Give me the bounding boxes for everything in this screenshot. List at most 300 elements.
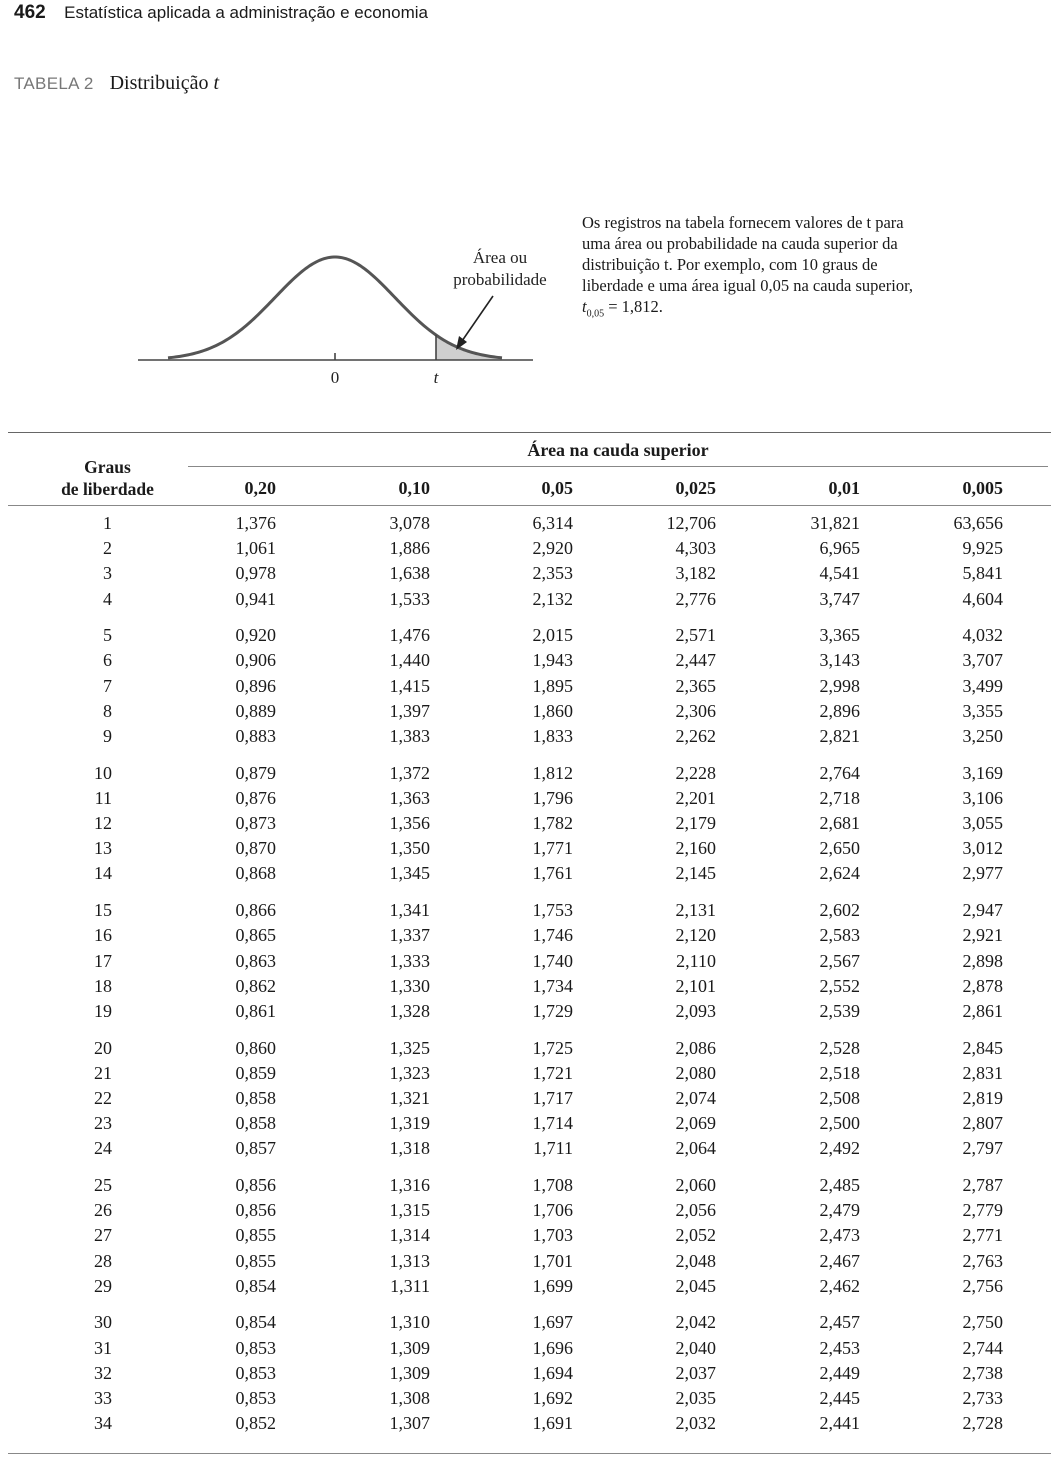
df-cell: 20 xyxy=(94,1037,112,1058)
column-header: 0,20 xyxy=(244,478,276,498)
value-cell: 2,365 xyxy=(675,675,716,696)
value-cell: 0,889 xyxy=(235,700,276,721)
value-cell: 1,440 xyxy=(389,650,430,671)
value-cell: 2,492 xyxy=(819,1138,860,1159)
value-cell: 1,692 xyxy=(532,1388,573,1408)
df-cell: 26 xyxy=(94,1200,112,1221)
t-symbol: t xyxy=(582,297,587,316)
table-row xyxy=(0,1388,1055,1413)
value-cell: 0,868 xyxy=(235,863,276,884)
value-cell: 2,779 xyxy=(962,1200,1003,1221)
value-cell: 3,143 xyxy=(819,650,860,671)
value-cell: 3,182 xyxy=(675,563,716,584)
value-cell: 1,313 xyxy=(389,1250,430,1271)
value-cell: 1,356 xyxy=(389,813,430,834)
value-cell: 0,863 xyxy=(235,950,276,971)
value-cell: 1,316 xyxy=(389,1175,430,1195)
value-cell: 1,734 xyxy=(532,975,573,996)
df-header xyxy=(20,456,195,500)
value-cell: 4,303 xyxy=(675,538,716,559)
df-cell: 17 xyxy=(94,950,112,971)
table-row xyxy=(0,650,1055,675)
column-header: 0,01 xyxy=(828,478,860,498)
value-cell: 0,873 xyxy=(235,813,276,834)
df-header-line1: Graus xyxy=(84,457,131,477)
value-cell: 2,807 xyxy=(962,1113,1003,1134)
value-cell: 4,604 xyxy=(962,588,1003,609)
value-cell: 1,310 xyxy=(389,1312,430,1333)
value-cell: 2,145 xyxy=(675,863,716,884)
value-cell: 0,857 xyxy=(235,1138,276,1159)
value-cell: 2,449 xyxy=(819,1362,860,1383)
value-cell: 0,870 xyxy=(235,838,276,859)
value-cell: 1,341 xyxy=(389,900,430,921)
value-cell: 1,328 xyxy=(389,1000,430,1021)
value-cell: 2,681 xyxy=(819,813,860,834)
value-cell: 0,854 xyxy=(235,1275,276,1296)
table-row xyxy=(0,763,1055,788)
df-cell: 25 xyxy=(94,1175,112,1195)
table-row xyxy=(0,676,1055,701)
value-cell: 2,763 xyxy=(962,1250,1003,1271)
value-cell: 2,898 xyxy=(962,950,1003,971)
df-cell: 28 xyxy=(94,1250,112,1271)
value-cell: 2,756 xyxy=(962,1275,1003,1296)
table-row xyxy=(0,1312,1055,1337)
table-row xyxy=(0,900,1055,925)
table-row xyxy=(0,538,1055,563)
value-cell: 0,853 xyxy=(235,1337,276,1358)
value-cell: 0,941 xyxy=(235,588,276,609)
value-cell: 2,718 xyxy=(819,787,860,808)
df-cell: 24 xyxy=(94,1138,112,1159)
value-cell: 0,879 xyxy=(235,762,276,783)
area-header: Área na cauda superior xyxy=(527,440,709,460)
table-row xyxy=(0,726,1055,751)
value-cell: 3,055 xyxy=(962,813,1003,834)
value-cell: 0,853 xyxy=(235,1388,276,1408)
value-cell: 1,729 xyxy=(532,1000,573,1021)
value-cell: 1,746 xyxy=(532,925,573,946)
value-cell: 2,060 xyxy=(675,1175,716,1195)
value-cell: 1,321 xyxy=(389,1087,430,1108)
value-cell: 2,528 xyxy=(819,1037,860,1058)
value-cell: 2,353 xyxy=(532,563,573,584)
column-header: 0,05 xyxy=(541,478,573,498)
value-cell: 0,860 xyxy=(235,1037,276,1058)
column-header: 0,025 xyxy=(675,478,716,498)
value-cell: 1,383 xyxy=(389,726,430,746)
value-cell: 0,862 xyxy=(235,975,276,996)
value-cell: 2,093 xyxy=(675,1000,716,1021)
value-cell: 1,711 xyxy=(533,1138,573,1159)
table-row xyxy=(0,951,1055,976)
df-cell: 18 xyxy=(94,975,112,996)
table-label: TABELA 2 xyxy=(14,74,94,93)
table-row xyxy=(0,1251,1055,1276)
df-cell: 12 xyxy=(94,813,112,834)
df-cell: 34 xyxy=(94,1413,112,1434)
value-cell: 0,853 xyxy=(235,1362,276,1383)
value-cell: 3,012 xyxy=(962,838,1003,859)
value-cell: 0,906 xyxy=(235,650,276,671)
pointer-arrow xyxy=(462,296,493,341)
value-cell: 2,069 xyxy=(675,1113,716,1134)
table-row xyxy=(0,925,1055,950)
t-subscript: 0,05 xyxy=(586,308,605,320)
value-cell: 2,045 xyxy=(675,1275,716,1296)
value-cell: 0,856 xyxy=(235,1200,276,1221)
df-cell: 1 xyxy=(103,513,112,533)
value-cell: 2,947 xyxy=(962,900,1003,921)
value-cell: 2,733 xyxy=(962,1388,1003,1408)
axis-zero-label: 0 xyxy=(330,368,340,387)
value-cell: 2,539 xyxy=(819,1000,860,1021)
value-cell: 2,447 xyxy=(675,650,716,671)
value-cell: 2,921 xyxy=(962,925,1003,946)
value-cell: 2,074 xyxy=(675,1087,716,1108)
t-distribution-figure xyxy=(0,120,600,400)
running-head xyxy=(14,2,428,24)
value-cell: 2,920 xyxy=(532,538,573,559)
df-cell: 9 xyxy=(103,726,112,746)
value-cell: 2,015 xyxy=(532,625,573,646)
table-row xyxy=(0,976,1055,1001)
value-cell: 1,350 xyxy=(389,838,430,859)
value-cell: 2,080 xyxy=(675,1062,716,1083)
table-explanation xyxy=(582,212,922,324)
table-top-rule xyxy=(8,432,1051,433)
value-cell: 1,833 xyxy=(532,726,573,746)
value-cell: 2,764 xyxy=(819,762,860,783)
area-header-rule xyxy=(188,466,1048,467)
value-cell: 2,064 xyxy=(675,1138,716,1159)
value-cell: 2,160 xyxy=(675,838,716,859)
table-row xyxy=(0,1138,1055,1163)
table-row xyxy=(0,701,1055,726)
area-label-line1: Área ou xyxy=(472,248,528,267)
value-cell: 1,697 xyxy=(532,1312,573,1333)
value-cell: 1,708 xyxy=(532,1175,573,1195)
density-curve xyxy=(168,257,502,358)
value-cell: 1,638 xyxy=(389,563,430,584)
value-cell: 1,703 xyxy=(532,1225,573,1246)
value-cell: 1,753 xyxy=(532,900,573,921)
value-cell: 1,314 xyxy=(389,1225,430,1246)
value-cell: 0,883 xyxy=(235,726,276,746)
value-cell: 1,725 xyxy=(532,1037,573,1058)
table-row xyxy=(0,1363,1055,1388)
value-cell: 1,319 xyxy=(389,1113,430,1134)
table-row xyxy=(0,513,1055,538)
value-cell: 1,315 xyxy=(389,1200,430,1221)
table-row xyxy=(0,563,1055,588)
df-cell: 33 xyxy=(94,1388,112,1408)
book-title: Estatística aplicada a administração e economia xyxy=(64,3,428,22)
value-cell: 2,728 xyxy=(962,1413,1003,1434)
value-cell: 0,861 xyxy=(235,1000,276,1021)
df-cell: 30 xyxy=(94,1312,112,1333)
value-cell: 1,476 xyxy=(389,625,430,646)
value-cell: 2,583 xyxy=(819,925,860,946)
table-row xyxy=(0,625,1055,650)
df-cell: 8 xyxy=(103,700,112,721)
value-cell: 3,747 xyxy=(819,588,860,609)
df-cell: 31 xyxy=(94,1337,112,1358)
value-cell: 3,106 xyxy=(962,787,1003,808)
table-row xyxy=(0,1038,1055,1063)
value-cell: 1,337 xyxy=(389,925,430,946)
value-cell: 1,696 xyxy=(532,1337,573,1358)
value-cell: 0,858 xyxy=(235,1087,276,1108)
value-cell: 3,169 xyxy=(962,762,1003,783)
value-cell: 1,699 xyxy=(532,1275,573,1296)
value-cell: 1,694 xyxy=(532,1362,573,1383)
value-cell: 0,896 xyxy=(235,675,276,696)
table-row xyxy=(0,1063,1055,1088)
value-cell: 2,473 xyxy=(819,1225,860,1246)
value-cell: 1,318 xyxy=(389,1138,430,1159)
value-cell: 1,761 xyxy=(532,863,573,884)
value-cell: 3,499 xyxy=(962,675,1003,696)
value-cell: 1,061 xyxy=(235,538,276,559)
value-cell: 0,852 xyxy=(235,1413,276,1434)
value-cell: 2,485 xyxy=(819,1175,860,1195)
value-cell: 4,541 xyxy=(819,563,860,584)
value-cell: 2,262 xyxy=(675,726,716,746)
value-cell: 31,821 xyxy=(810,513,860,533)
df-cell: 11 xyxy=(94,787,112,808)
table-row xyxy=(0,1338,1055,1363)
value-cell: 1,895 xyxy=(532,675,573,696)
value-cell: 2,624 xyxy=(819,863,860,884)
value-cell: 2,086 xyxy=(675,1037,716,1058)
df-header-line2: de liberdade xyxy=(61,479,154,499)
value-cell: 2,571 xyxy=(675,625,716,646)
df-cell: 19 xyxy=(94,1000,112,1021)
value-cell: 2,977 xyxy=(962,863,1003,884)
value-cell: 0,856 xyxy=(235,1175,276,1195)
value-cell: 5,841 xyxy=(962,563,1003,584)
value-cell: 3,250 xyxy=(962,726,1003,746)
value-cell: 2,101 xyxy=(675,975,716,996)
value-cell: 0,855 xyxy=(235,1250,276,1271)
table-row xyxy=(0,1200,1055,1225)
value-cell: 2,052 xyxy=(675,1225,716,1246)
value-cell: 9,925 xyxy=(962,538,1003,559)
value-cell: 3,355 xyxy=(962,700,1003,721)
table-row xyxy=(0,838,1055,863)
value-cell: 1,706 xyxy=(532,1200,573,1221)
df-cell: 16 xyxy=(94,925,112,946)
value-cell: 1,363 xyxy=(389,787,430,808)
column-header: 0,005 xyxy=(962,478,1003,498)
value-cell: 2,132 xyxy=(532,588,573,609)
value-cell: 2,048 xyxy=(675,1250,716,1271)
header-bottom-rule xyxy=(8,505,1051,506)
table-row xyxy=(0,1276,1055,1301)
value-cell: 1,333 xyxy=(389,950,430,971)
value-cell: 1,691 xyxy=(532,1413,573,1434)
value-cell: 2,110 xyxy=(676,950,716,971)
value-cell: 1,325 xyxy=(389,1037,430,1058)
value-cell: 2,896 xyxy=(819,700,860,721)
df-cell: 10 xyxy=(94,762,112,783)
df-cell: 22 xyxy=(94,1087,112,1108)
value-cell: 1,886 xyxy=(389,538,430,559)
value-cell: 2,744 xyxy=(962,1337,1003,1358)
value-cell: 1,782 xyxy=(532,813,573,834)
table-title-text: Distribuição xyxy=(109,72,214,94)
value-cell: 2,500 xyxy=(819,1113,860,1134)
value-cell: 6,965 xyxy=(819,538,860,559)
df-cell: 23 xyxy=(94,1113,112,1134)
value-cell: 1,701 xyxy=(532,1250,573,1271)
value-cell: 1,796 xyxy=(532,787,573,808)
value-cell: 2,750 xyxy=(962,1312,1003,1333)
value-cell: 1,717 xyxy=(532,1087,573,1108)
value-cell: 2,035 xyxy=(675,1388,716,1408)
value-cell: 1,943 xyxy=(532,650,573,671)
value-cell: 1,330 xyxy=(389,975,430,996)
value-cell: 2,056 xyxy=(675,1200,716,1221)
value-cell: 2,845 xyxy=(962,1037,1003,1058)
value-cell: 2,467 xyxy=(819,1250,860,1271)
value-cell: 3,078 xyxy=(389,513,430,533)
table-row xyxy=(0,863,1055,888)
df-cell: 32 xyxy=(94,1362,112,1383)
value-cell: 1,415 xyxy=(389,675,430,696)
table-caption xyxy=(14,72,219,95)
df-cell: 6 xyxy=(103,650,112,671)
table-title xyxy=(110,72,219,94)
value-cell: 1,309 xyxy=(389,1337,430,1358)
value-cell: 1,721 xyxy=(532,1062,573,1083)
value-cell: 0,858 xyxy=(235,1113,276,1134)
value-cell: 2,228 xyxy=(675,762,716,783)
value-cell: 0,876 xyxy=(235,787,276,808)
table-row xyxy=(0,1113,1055,1138)
value-cell: 2,602 xyxy=(819,900,860,921)
df-cell: 2 xyxy=(103,538,112,559)
value-cell: 3,365 xyxy=(819,625,860,646)
value-cell: 0,865 xyxy=(235,925,276,946)
df-cell: 27 xyxy=(94,1225,112,1246)
df-cell: 3 xyxy=(103,563,112,584)
t-example-value: = 1,812. xyxy=(604,297,663,316)
value-cell: 1,533 xyxy=(389,588,430,609)
table-row xyxy=(0,1088,1055,1113)
df-cell: 29 xyxy=(94,1275,112,1296)
value-cell: 1,311 xyxy=(390,1275,430,1296)
df-cell: 21 xyxy=(94,1062,112,1083)
value-cell: 2,787 xyxy=(962,1175,1003,1195)
explanation-text: Os registros na tabela fornecem valores de t para uma área ou probabilidade na cauda superior da distribuição t. Por exemplo, com 10 graus de liberdade e uma área igual 0,05 na cauda superior, xyxy=(582,213,914,295)
value-cell: 2,738 xyxy=(962,1362,1003,1383)
value-cell: 2,462 xyxy=(819,1275,860,1296)
value-cell: 2,453 xyxy=(819,1337,860,1358)
value-cell: 6,314 xyxy=(532,513,573,533)
value-cell: 2,042 xyxy=(675,1312,716,1333)
value-cell: 2,479 xyxy=(819,1200,860,1221)
value-cell: 2,797 xyxy=(962,1138,1003,1159)
value-cell: 1,323 xyxy=(389,1062,430,1083)
value-cell: 2,441 xyxy=(819,1413,860,1434)
value-cell: 2,306 xyxy=(675,700,716,721)
value-cell: 4,032 xyxy=(962,625,1003,646)
value-cell: 1,372 xyxy=(389,762,430,783)
table-body xyxy=(0,513,1055,1438)
df-cell: 13 xyxy=(94,838,112,859)
value-cell: 0,854 xyxy=(235,1312,276,1333)
value-cell: 2,878 xyxy=(962,975,1003,996)
value-cell: 2,457 xyxy=(819,1312,860,1333)
value-cell: 2,445 xyxy=(819,1388,860,1408)
table-row xyxy=(0,1175,1055,1200)
value-cell: 0,920 xyxy=(235,625,276,646)
value-cell: 2,131 xyxy=(675,900,716,921)
df-cell: 15 xyxy=(94,900,112,921)
value-cell: 1,397 xyxy=(389,700,430,721)
value-cell: 2,650 xyxy=(819,838,860,859)
value-cell: 2,120 xyxy=(675,925,716,946)
value-cell: 0,866 xyxy=(235,900,276,921)
value-cell: 2,831 xyxy=(962,1062,1003,1083)
table-row xyxy=(0,1413,1055,1438)
axis-t-label: t xyxy=(433,368,439,387)
value-cell: 1,714 xyxy=(532,1113,573,1134)
value-cell: 0,855 xyxy=(235,1225,276,1246)
value-cell: 1,771 xyxy=(532,838,573,859)
value-cell: 2,032 xyxy=(675,1413,716,1434)
value-cell: 2,201 xyxy=(675,787,716,808)
value-cell: 1,309 xyxy=(389,1362,430,1383)
value-cell: 63,656 xyxy=(953,513,1003,533)
value-cell: 0,859 xyxy=(235,1062,276,1083)
table-title-t: t xyxy=(213,72,220,94)
value-cell: 2,861 xyxy=(962,1000,1003,1021)
value-cell: 2,819 xyxy=(962,1087,1003,1108)
df-cell: 14 xyxy=(94,863,112,884)
value-cell: 1,812 xyxy=(532,762,573,783)
value-cell: 3,707 xyxy=(962,650,1003,671)
area-label-line2: probabilidade xyxy=(453,270,547,289)
value-cell: 2,179 xyxy=(675,813,716,834)
value-cell: 2,821 xyxy=(819,726,860,746)
value-cell: 1,740 xyxy=(532,950,573,971)
value-cell: 1,860 xyxy=(532,700,573,721)
df-cell: 7 xyxy=(103,675,112,696)
page-number: 462 xyxy=(14,2,46,23)
value-cell: 1,376 xyxy=(235,513,276,533)
value-cell: 1,307 xyxy=(389,1413,430,1434)
df-cell: 4 xyxy=(103,588,112,609)
value-cell: 12,706 xyxy=(666,513,716,533)
value-cell: 2,508 xyxy=(819,1087,860,1108)
value-cell: 1,308 xyxy=(389,1388,430,1408)
value-cell: 2,771 xyxy=(962,1225,1003,1246)
table-bottom-rule xyxy=(8,1453,1051,1454)
table-row xyxy=(0,1001,1055,1026)
value-cell: 2,776 xyxy=(675,588,716,609)
column-header: 0,10 xyxy=(398,478,430,498)
value-cell: 2,040 xyxy=(675,1337,716,1358)
table-row xyxy=(0,788,1055,813)
table-row xyxy=(0,589,1055,614)
value-cell: 0,978 xyxy=(235,563,276,584)
value-cell: 2,037 xyxy=(675,1362,716,1383)
value-cell: 1,345 xyxy=(389,863,430,884)
